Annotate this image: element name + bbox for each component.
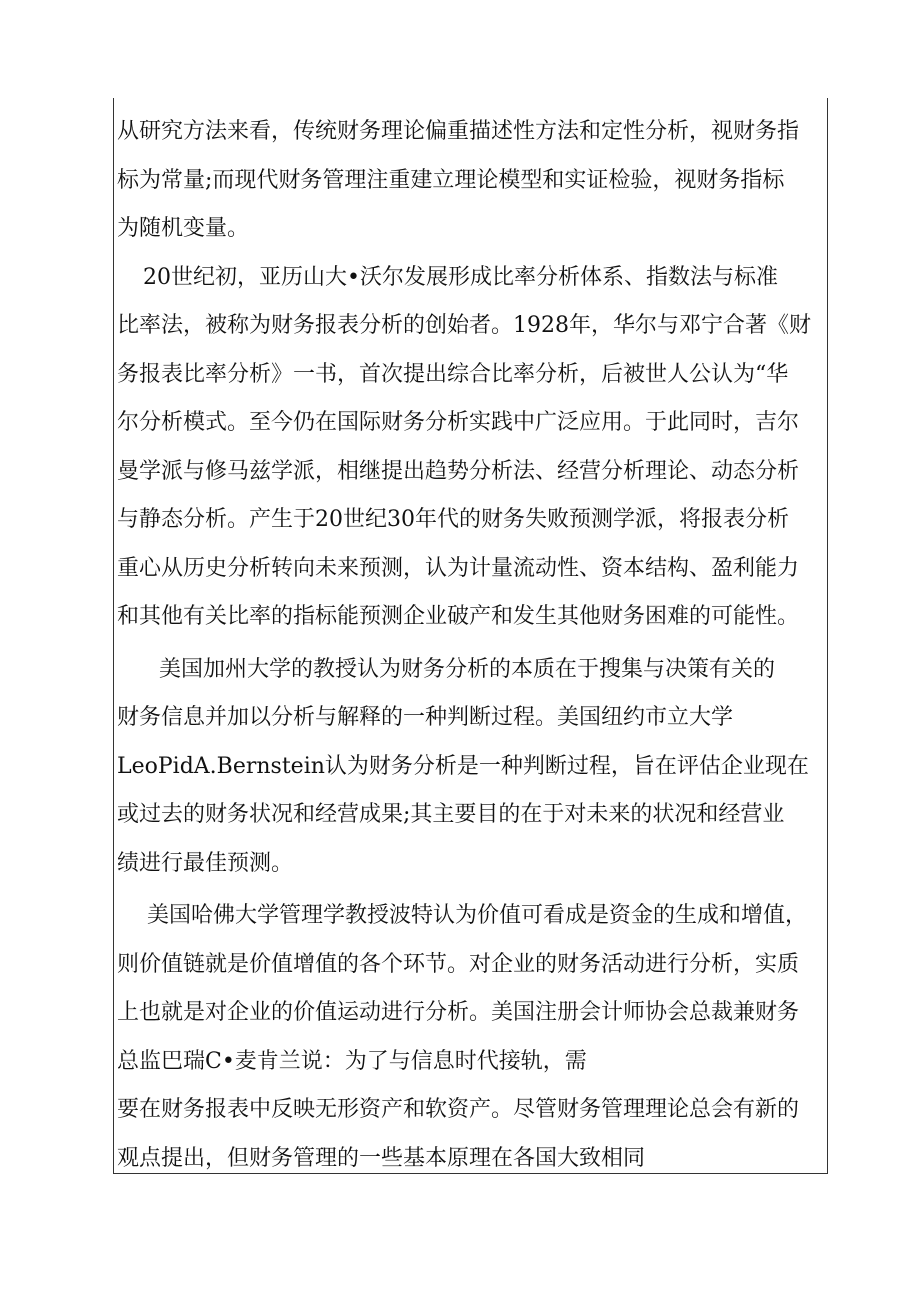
- document-body: [117, 108, 824, 1183]
- text-line: 尔分析模式。至今仍在国际财务分析实践中广泛应用。于此同时，吉尔: [117, 410, 800, 435]
- paragraph-financial-analysis-nature: [117, 646, 824, 889]
- text-line: 与静态分析。产生于20世纪30年代的财务失败预测学派，将报表分析: [117, 507, 789, 532]
- text-line: 和其他有关比率的指标能预测企业破产和发生其他财务困难的可能性。: [117, 604, 800, 629]
- text-line: 上也就是对企业的价值运动进行分析。美国注册会计师协会总裁兼财务: [117, 1000, 800, 1025]
- paragraph-research-methods: [117, 108, 824, 254]
- text-line: 要在财务报表中反映无形资产和软资产。尽管财务管理理论总会有新的: [117, 1097, 800, 1122]
- text-line: 或过去的财务状况和经营成果;其主要目的在于对未来的状况和经营业: [117, 802, 785, 827]
- text-line: 总监巴瑞C•麦肯兰说：为了与信息时代接轨，需: [117, 1048, 587, 1074]
- text-line: 美国加州大学的教授认为财务分析的本质在于搜集与决策有关的: [159, 656, 776, 682]
- text-line: 20世纪初，亚历山大•沃尔发展形成比率分析体系、指数法与标准: [143, 264, 778, 290]
- text-line: 财务信息并加以分析与解释的一种判断过程。美国纽约市立大学: [117, 705, 734, 730]
- text-line: 务报表比率分析》一书，首次提出综合比率分析，后被世人公认为“华: [117, 361, 789, 387]
- text-line: 标为常量;而现代财务管理注重建立理论模型和实证检验，视财务指标: [117, 167, 785, 193]
- text-line: 为随机变量。: [117, 216, 250, 241]
- text-line: 曼学派与修马兹学派，相继提出趋势分析法、经营分析理论、动态分析: [117, 458, 800, 484]
- text-line: LeoPidA.Bernstein认为财务分析是一种判断过程，旨在评估企业现在: [117, 753, 809, 779]
- text-line: 重心从历史分析转向未来预测，认为计量流动性、资本结构、盈利能力: [117, 555, 800, 581]
- text-line: 美国哈佛大学管理学教授波特认为价值可看成是资金的生成和增值，: [147, 903, 808, 928]
- text-line: 观点提出，但财务管理的一些基本原理在各国大致相同: [117, 1145, 646, 1171]
- text-line: 则价值链就是价值增值的各个环节。对企业的财务活动进行分析，实质: [117, 951, 800, 977]
- paragraph-value-chain: [117, 892, 824, 1183]
- text-line: 比率法，被称为财务报表分析的创始者。1928年，华尔与邓宁合著《财: [117, 313, 811, 338]
- text-line: 绩进行最佳预测。: [117, 850, 294, 876]
- paragraph-ratio-analysis-history: [117, 254, 824, 642]
- text-line: 从研究方法来看，传统财务理论偏重描述性方法和定性分析，视财务指: [117, 119, 800, 144]
